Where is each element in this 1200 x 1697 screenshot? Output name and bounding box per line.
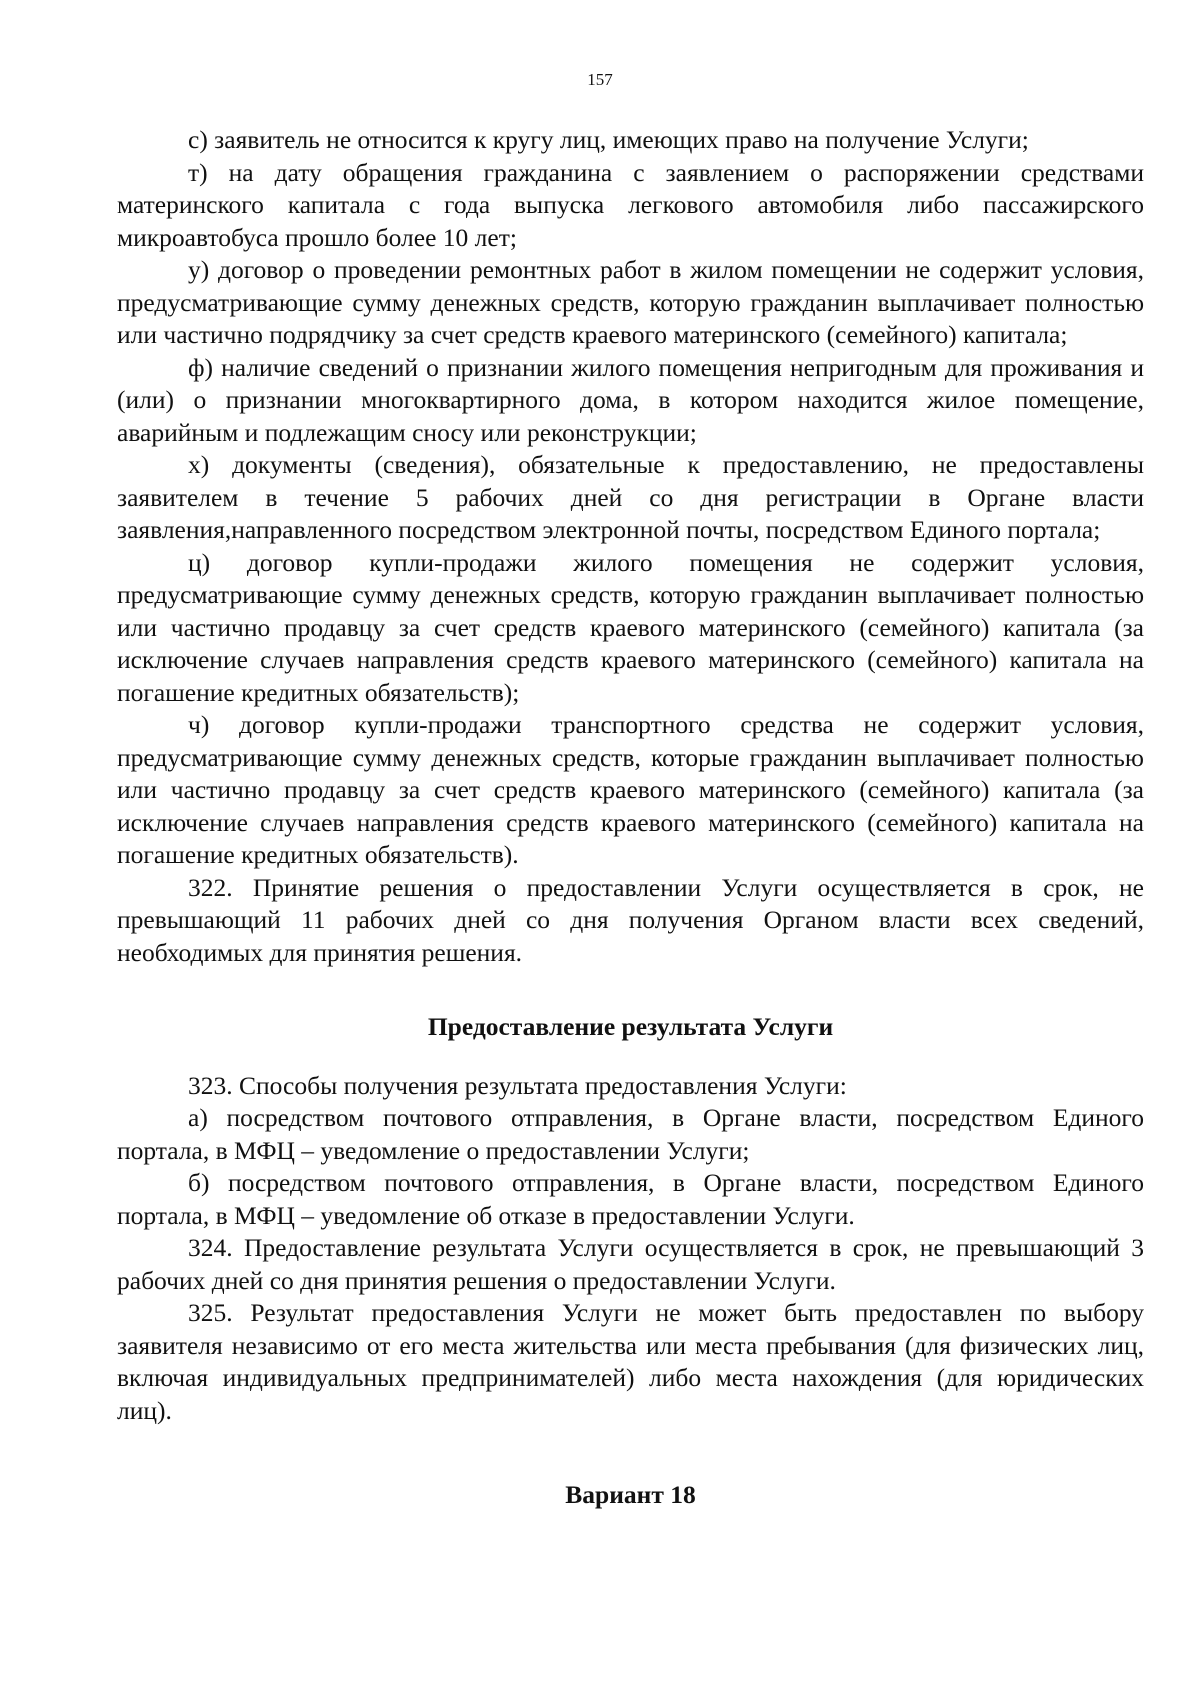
paragraph-323: 323. Способы получения результата предоставления Услуги: — [188, 1070, 847, 1100]
paragraph-item-u: у) договор о проведении ремонтных работ в жилом помещении не содержит условия, предусматривающие сумму денежных средств, которую гражданин выплачивает полностью или частично подрядчику за счет средств краевого материнского (семейного) капитала; — [117, 255, 1144, 349]
paragraph-item-f: ф) наличие сведений о признании жилого помещения непригодным для проживания и (или) о признании многоквартирного дома, в котором находится жилое помещение, аварийным и подлежащим сносу или реконструкции; — [117, 352, 1144, 447]
document-body — [117, 124, 1144, 1512]
section-heading: Предоставление результата Услуги — [427, 1012, 834, 1041]
paragraph-item-b: б) посредством почтового отправления, в Органе власти, посредством Единого портала, в МФЦ – уведомление об отказе в предоставлении Услуги. — [117, 1168, 1144, 1230]
paragraph-322: 322. Принятие решения о предоставлении Услуги осуществляется в срок, не превышающий 11 рабочих дней со дня получения Органом власти всех сведений, необходимых для принятия решения. — [117, 872, 1144, 967]
paragraph-item-kh: х) документы (сведения), обязательные к предоставлению, не предоставлены заявителем в течение 5 рабочих дней со дня регистрации в Органе власти заявления,направленного посредством электронной почты, посредством Единого портала; — [117, 450, 1144, 544]
paragraph-item-ts: ц) договор купли-продажи жилого помещения не содержит условия, предусматривающие сумму денежных средств, которую гражданин выплачивает полностью или частично продавцу за счет средств краевого материнского (семейного) капитала (за исключение случаев направления средств краевого материнского (семейного) капитала на погашение кредитных обязательств); — [117, 547, 1144, 707]
variant-heading: Вариант 18 — [565, 1480, 696, 1509]
paragraph-item-a: а) посредством почтового отправления, в Органе власти, посредством Единого портала, в МФЦ – уведомление о предоставлении Услуги; — [117, 1103, 1144, 1165]
paragraph-item-ch: ч) договор купли-продажи транспортного средства не содержит условия, предусматривающие сумму денежных средств, которые гражданин выплачивает полностью или частично продавцу за счет средств краевого материнского (семейного) капитала (за исключение случаев направления средств краевого материнского (семейного) капитала на погашение кредитных обязательств). — [117, 710, 1144, 869]
paragraph-325: 325. Результат предоставления Услуги не может быть предоставлен по выбору заявителя независимо от его места жительства или места пребывания (для физических лиц, включая индивидуальных предпринимателей) либо места нахождения (для юридических лиц). — [117, 1298, 1144, 1425]
page-number: 157 — [587, 70, 613, 89]
paragraph-item-s: с) заявитель не относится к кругу лиц, имеющих право на получение Услуги; — [188, 125, 1029, 154]
paragraph-item-t: т) на дату обращения гражданина с заявлением о распоряжении средствами материнского капитала с года выпуска легкового автомобиля либо пассажирского микроавтобуса прошло более 10 лет; — [117, 157, 1144, 252]
paragraph-324: 324. Предоставление результата Услуги осуществляется в срок, не превышающий 3 рабочих дней со дня принятия решения о предоставлении Услуги. — [117, 1233, 1144, 1295]
